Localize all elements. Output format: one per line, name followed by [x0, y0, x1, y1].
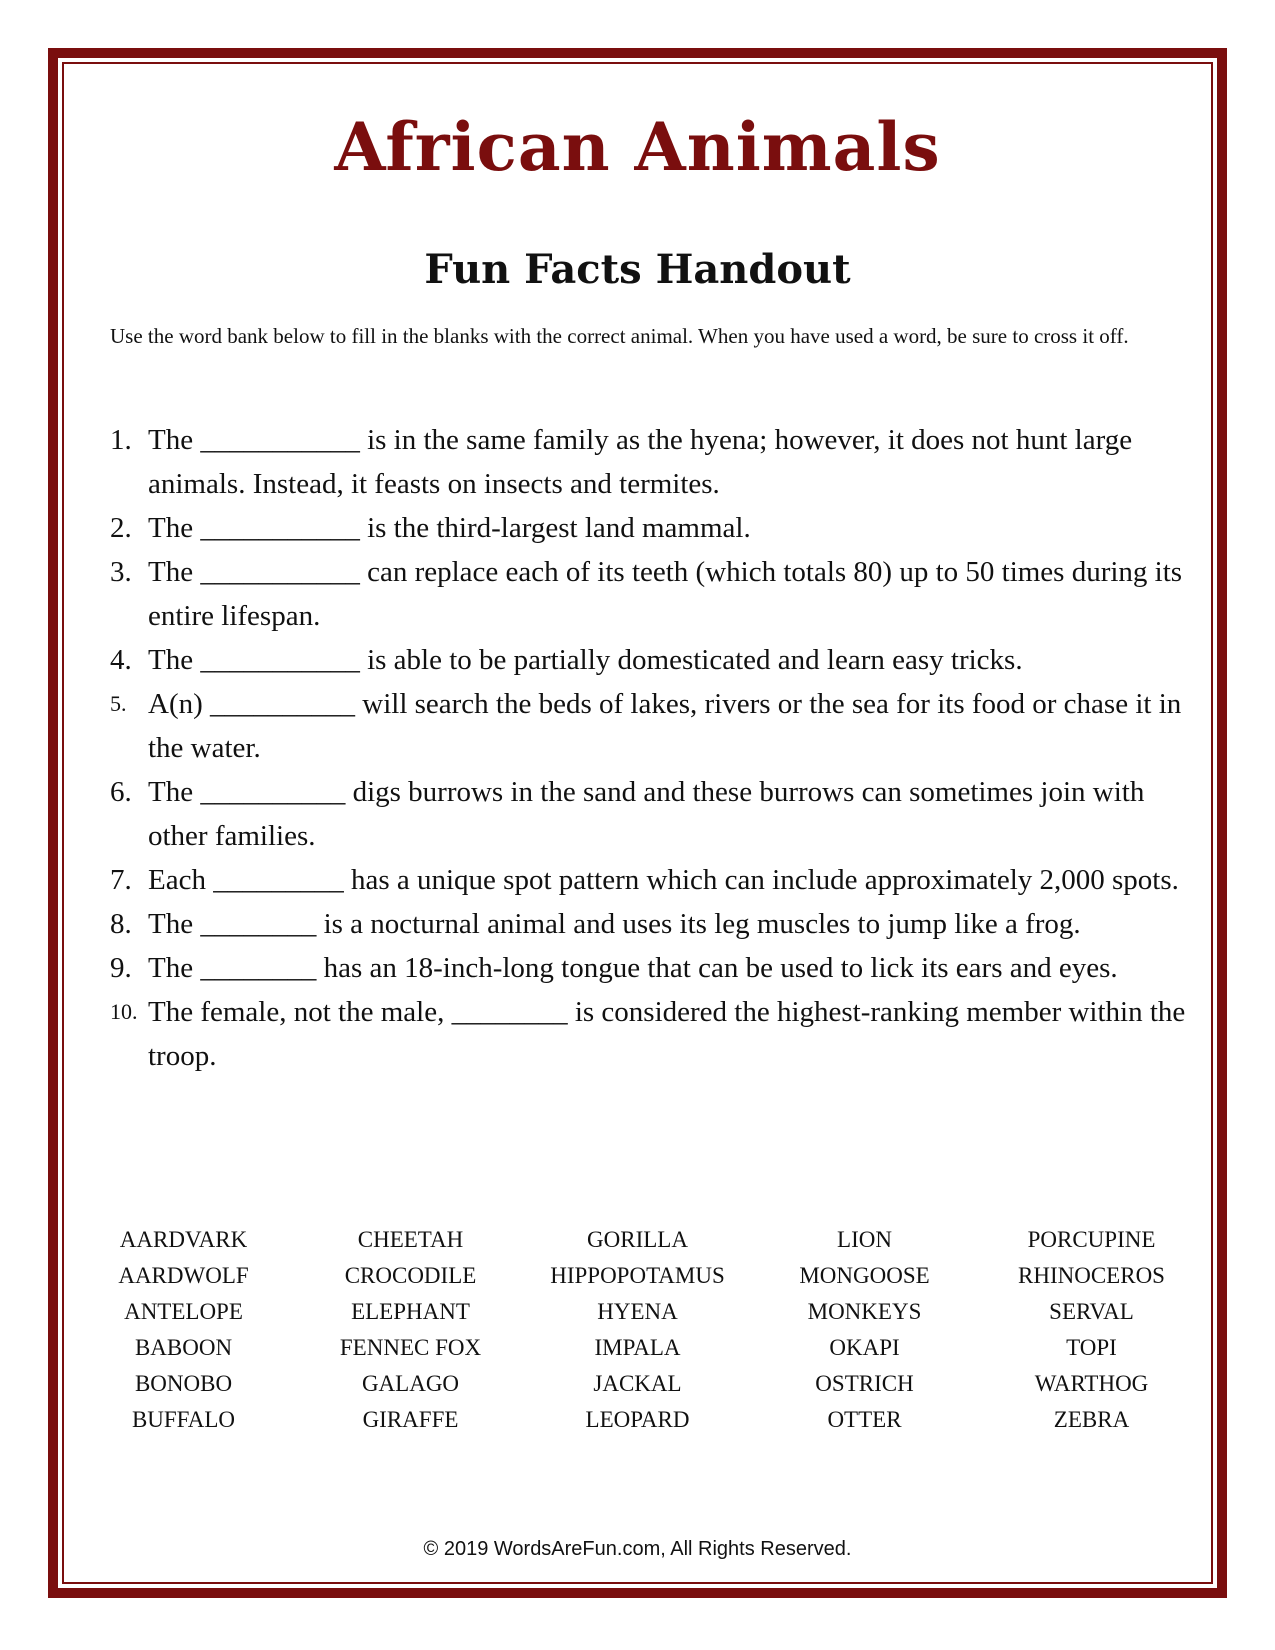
instructions: Use the word bank below to fill in the blanks with the correct animal. When you have used a word, be sure to cross it off.	[110, 324, 1129, 348]
question-item	[110, 902, 1200, 946]
word-bank-item: AARDVARK	[119, 1227, 248, 1252]
question-item	[110, 418, 1200, 506]
question-number: 6.	[110, 776, 132, 808]
page-title: African Animals	[334, 108, 941, 186]
word-bank-column	[978, 1222, 1205, 1438]
page-subtitle: Fun Facts Handout	[424, 246, 851, 293]
question-item	[110, 946, 1200, 990]
question-number: 2.	[110, 512, 132, 544]
word-bank-item: GIRAFFE	[362, 1407, 459, 1432]
question-number: 5.	[110, 691, 127, 716]
question-number: 3.	[110, 556, 132, 588]
word-bank-item: AARDWOLF	[118, 1263, 249, 1288]
word-bank-item: BUFFALO	[131, 1407, 236, 1432]
question-item	[110, 682, 1200, 770]
word-bank-item: OKAPI	[829, 1335, 900, 1360]
word-bank-item: LEOPARD	[585, 1407, 690, 1432]
question-text: The ________ has an 18-inch-long tongue that can be used to lick its ears and eyes.	[148, 952, 1118, 984]
word-bank-item: ZEBRA	[1053, 1407, 1130, 1432]
word-bank-item: GORILLA	[587, 1227, 688, 1252]
word-bank-item: JACKAL	[593, 1371, 682, 1396]
question-number: 7.	[110, 864, 132, 896]
word-bank-item: RHINOCEROS	[1018, 1263, 1165, 1288]
word-bank	[70, 1222, 1205, 1438]
question-text: The ___________ can replace each of its teeth (which totals 80) up to 50 times during its entire lifespan.	[148, 556, 1183, 632]
question-item	[110, 638, 1200, 682]
word-bank-item: CHEETAH	[357, 1227, 464, 1252]
word-bank-item: ANTELOPE	[124, 1299, 243, 1324]
question-text: The __________ digs burrows in the sand and these burrows can sometimes join with other families.	[148, 776, 1145, 852]
question-text: The ________ is a nocturnal animal and uses its leg muscles to jump like a frog.	[148, 908, 1081, 940]
word-bank-item: BONOBO	[134, 1371, 233, 1396]
word-bank-item: OSTRICH	[815, 1371, 914, 1396]
question-item	[110, 858, 1200, 902]
word-bank-column	[297, 1222, 524, 1438]
question-number: 4.	[110, 644, 132, 676]
question-text: The ___________ is in the same family as the hyena; however, it does not hunt large animals. Instead, it feasts on insects and termites.	[148, 424, 1133, 500]
word-bank-item: TOPI	[1066, 1335, 1117, 1360]
word-bank-item: WARTHOG	[1034, 1371, 1149, 1396]
word-bank-item: GALAGO	[361, 1371, 460, 1396]
word-bank-column	[70, 1222, 297, 1438]
question-text: The ___________ is able to be partially domesticated and learn easy tricks.	[148, 644, 1023, 676]
question-number: 10.	[110, 999, 138, 1024]
question-number: 8.	[110, 908, 132, 940]
word-bank-item: FENNEC FOX	[339, 1335, 482, 1360]
question-item	[110, 506, 1200, 550]
question-number: 9.	[110, 952, 132, 984]
question-text: Each _________ has a unique spot pattern which can include approximately 2,000 spots.	[148, 864, 1179, 896]
word-bank-column	[524, 1222, 751, 1438]
word-bank-item: MONGOOSE	[799, 1263, 930, 1288]
word-bank-item: PORCUPINE	[1027, 1227, 1156, 1252]
question-item	[110, 550, 1200, 638]
word-bank-item: OTTER	[827, 1407, 902, 1432]
question-list	[110, 418, 1200, 1078]
word-bank-item: BABOON	[134, 1335, 233, 1360]
word-bank-item: SERVAL	[1049, 1299, 1134, 1324]
copyright-footer: © 2019 WordsAreFun.com, All Rights Reserved.	[423, 1538, 852, 1560]
question-text: The female, not the male, ________ is considered the highest-ranking member within the troop.	[148, 996, 1186, 1072]
word-bank-item: MONKEYS	[807, 1299, 922, 1324]
word-bank-item: HIPPOPOTAMUS	[550, 1263, 725, 1288]
word-bank-item: LION	[837, 1227, 892, 1252]
question-item	[110, 990, 1200, 1078]
word-bank-item: IMPALA	[594, 1335, 681, 1360]
question-item	[110, 770, 1200, 858]
question-number: 1.	[110, 424, 132, 456]
word-bank-item: ELEPHANT	[351, 1299, 470, 1324]
question-text: A(n) __________ will search the beds of lakes, rivers or the sea for its food or chase it in the water.	[148, 688, 1182, 764]
question-text: The ___________ is the third-largest land mammal.	[148, 512, 751, 544]
word-bank-item: HYENA	[597, 1299, 678, 1324]
word-bank-item: CROCODILE	[344, 1263, 477, 1288]
word-bank-column	[751, 1222, 978, 1438]
